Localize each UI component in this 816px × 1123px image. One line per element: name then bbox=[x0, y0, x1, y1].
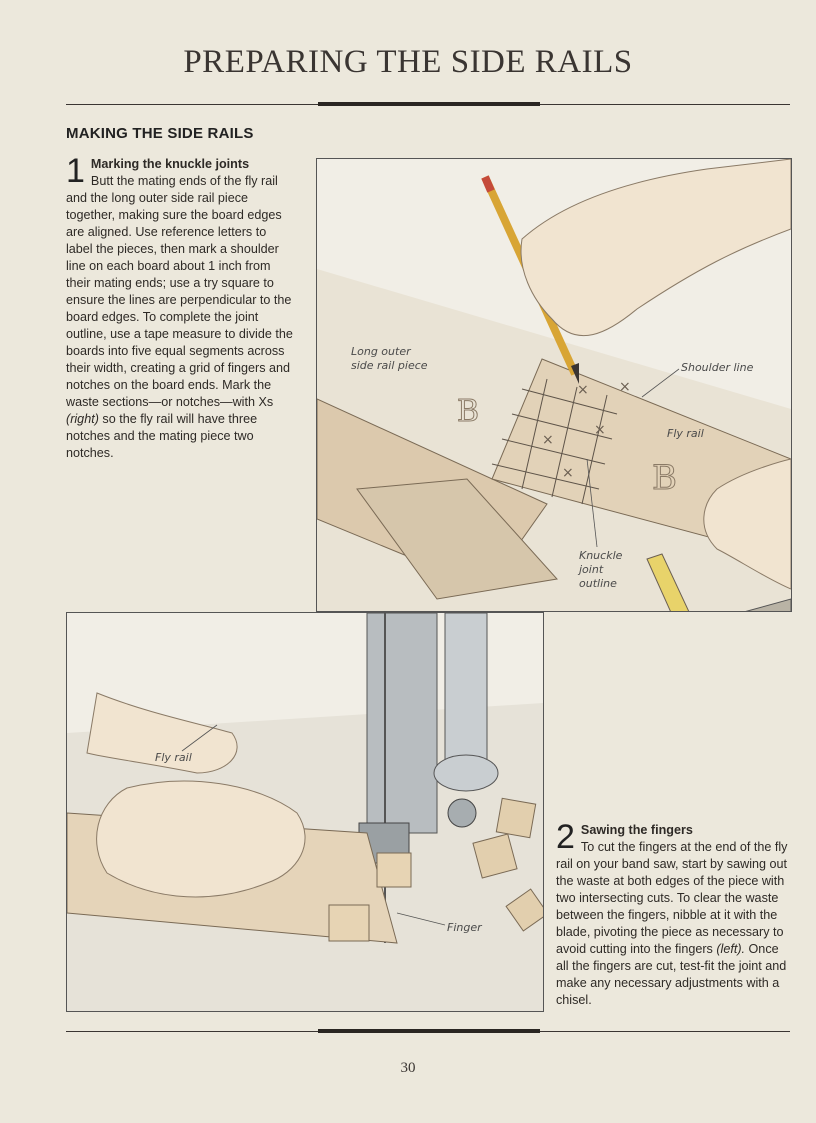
marking-joint-drawing bbox=[317, 159, 791, 611]
guide-post bbox=[445, 613, 487, 773]
step-1-title: Marking the knuckle joints bbox=[90, 157, 250, 171]
label-long-rail-line1: Long outer bbox=[351, 345, 411, 358]
step-2 bbox=[556, 818, 790, 1009]
step-2-text: To cut the fingers at the end of the fly rail on your band saw, start by sawing out the waste at both edges of the piece with two intersecting cuts. To clear the waste between the fingers, nibble at it with the blade, pivoting the piece as necessary to avoid cutting into the fingers bbox=[556, 840, 788, 956]
svg-text:×: × bbox=[619, 379, 631, 395]
guide-post-collar bbox=[434, 755, 498, 791]
step-1-ref: (right) bbox=[66, 412, 99, 426]
svg-text:×: × bbox=[542, 432, 554, 448]
step-2-ref: (left). bbox=[716, 942, 746, 956]
svg-text:×: × bbox=[594, 422, 606, 438]
label-finger: Finger bbox=[447, 921, 482, 934]
svg-text:×: × bbox=[562, 465, 574, 481]
step-2-number: 2 bbox=[556, 818, 575, 856]
step-2-title: Sawing the fingers bbox=[580, 823, 693, 837]
svg-text:×: × bbox=[577, 382, 589, 398]
hand-with-pencil bbox=[521, 159, 791, 336]
title-rule-accent bbox=[318, 102, 540, 106]
saw-column bbox=[367, 613, 437, 833]
footer-rule-accent bbox=[318, 1029, 540, 1033]
illustration-marking-joint bbox=[316, 158, 792, 612]
step-1-text-end: so the fly rail will have three notches and the mating piece two notches. bbox=[66, 412, 258, 460]
page-title: PREPARING THE SIDE RAILS bbox=[183, 44, 633, 80]
page-number: 30 bbox=[400, 1060, 416, 1076]
label-knuckle-line2: joint bbox=[579, 563, 604, 576]
label-knuckle-line1: Knuckle bbox=[579, 549, 623, 562]
label-fly-rail-saw: Fly rail bbox=[155, 751, 192, 764]
section-heading: MAKING THE SIDE RAILS bbox=[66, 125, 254, 142]
reference-letter-long-rail: B bbox=[457, 394, 480, 429]
step-2-text-end: Once all the fingers are cut, test-fit the joint and make any necessary adjustments with a chisel. bbox=[556, 942, 787, 1007]
band-saw-drawing bbox=[67, 613, 543, 1011]
step-1-text: Butt the mating ends of the fly rail and the long outer side rail piece together, making sure the board edges are aligned. Use reference letters to label the pieces, then mark a shoulder line on each board about 1 inch from their mating ends; use a try square to ensure the lines are perpendicular to the board edges. To complete the joint outline, use a tape measure to divide the boards into five equal segments across their width, creating a grid of fingers and notches on the board ends. Mark the waste sections—or notches—with Xs bbox=[66, 174, 293, 409]
illustration-band-saw bbox=[66, 612, 544, 1012]
step-1-number: 1 bbox=[66, 152, 85, 190]
label-long-rail-line2: side rail piece bbox=[351, 359, 428, 372]
guide-knob-icon bbox=[448, 799, 476, 827]
label-fly-rail: Fly rail bbox=[667, 427, 704, 440]
label-shoulder-line: Shoulder line bbox=[681, 361, 754, 374]
reference-letter-fly-rail: B bbox=[652, 458, 677, 498]
step-1 bbox=[66, 152, 294, 462]
label-knuckle-line3: outline bbox=[579, 577, 617, 590]
